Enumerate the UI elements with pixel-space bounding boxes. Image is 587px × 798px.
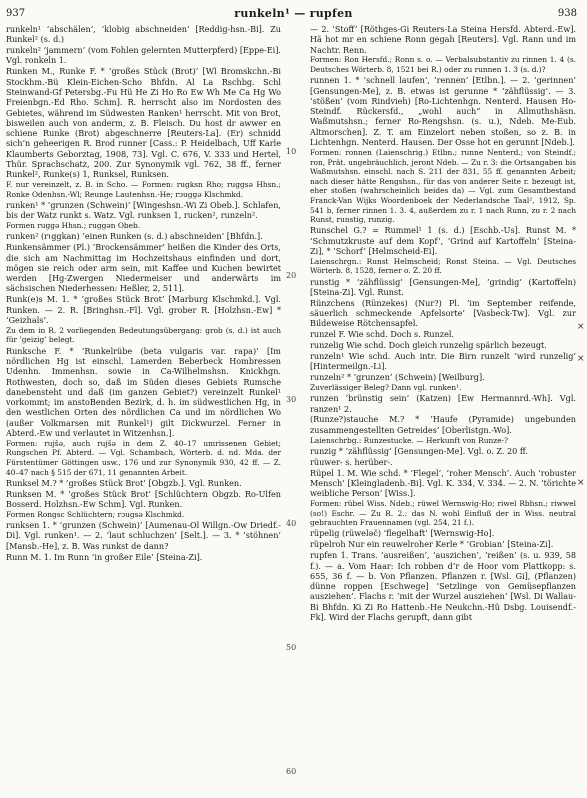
entry-runzelig: runzelig Wie schd. Doch gleich runzelig spärlich bezeugt. (310, 340, 547, 351)
entry-runkeln1: runkeln¹ ’abschälen’, ’klobig abschneiden’ [Reddig-hsn.-Bi]. Zu Runkel² (s. d.) (6, 24, 281, 45)
entry-rupfen: rupfen 1. Trans. ’ausreißen’, ’auszichen’, ’reißen’ (s. u. 939, 58 f.). — a. Vom Haar: Ich robben d’r de Hoor vom Plattkopp: s. 655, 36 f. — b. Von Pflanzen. Pflanzen r. [Wsl. Gi], (Pflanzen) dünne roppen [Eschwege] ’Setzlinge von Gemüsepflanzen ausziehen’. Flachs r. ’mit der Wurzel ausziehen’ [Wsl. Di Wallau-Bi Bhfdn. Ki Zi Ro Hattenb.-He Neukchn.-Hü Dsbg. Louisendf.-Fk]. Wird der Flachs gerupft, dann gibt (310, 550, 576, 623)
entry-runkeln2: runkeln² ’jammern’ (vom Fohlen gelernten Mutterpferd) [Eppe-Ei]. Vgl. ronkeln 1. (6, 45, 281, 66)
entry-runzeln2: runzeln² * ’grunzen’ (Schwein) [Weilburg]. (310, 372, 485, 383)
entry-runzchens: Rünzchens (Rünzekes) (Nur?) Pl. ’im September reifende, säuerlich schmeckende Apfelsorte’ [Vasbeck-Tw]. Vgl. zur Bildeweise Rötchensapfel. (310, 297, 576, 329)
entry-runzeln1: runzeln¹ Wie schd. Auch intr. Die Birn runzelt ’wird runzelig’ [Hintermeilgn.-Li]. (310, 351, 576, 372)
page-header (0, 6, 587, 22)
entry-runst-note: Laienschrgn.: Runst Helmscheid; Ronst Steina. — Vgl. Deutsches Wörterb. 8, 1528, ferner o. Z. 20 ff. (310, 256, 576, 276)
running-head: runkeln¹ — rupfen (234, 7, 353, 20)
line-number: 50 (286, 643, 297, 652)
margin-mark-icon: × (577, 322, 585, 332)
entry-runzeln2-note: Zuverlässiger Beleg? Dann vgl. runken¹. (310, 383, 462, 393)
line-number: 20 (286, 271, 297, 280)
entry-runkes-note: Zu dem in R. 2 vorliegenden Bedeutungsübergang: grob (s. d.) ist auch für ’geizig’ belegt. (6, 325, 281, 345)
entry-runken-noun: Runken M., Runke F. * ’großes Stück (Brot)’ [Wl Bromskchn.-Bi Stockhm.-Bü Klein-Eichen-Scho Bhfdn. Al La Rschbg. Schl Steinwand-Gf Petersbg.-Fu Hü He Zi Ho Ro Ew Wh Me Ca Hg Wo Freienbgn.-Ed Rho. Schm]. R. herrscht also im Nordosten des Gebietes, während im Südwesten Ranken¹ herrscht. Mit von Brot, bisweilen auch von anderm, z. B. Fleisch. Du host dr awwer en schiene Runke (Brot) abgeschnerre [Reuters-La]. (Er) schnidd sich’n geheerigen R. Brod runner [Cass.: P. Heidelbach, Uff Karle Klaumberts Geborztag, 1908, 73]. Vgl. C. 676, V. 333 und Hertel, Thür. Sprachschatz, 200. Zur Synonymik vgl. 762, 38 ff., ferner Runkel², Runke(s) 1, Runksel, Runksen. (6, 66, 281, 180)
entry-runken1-forms: Formen ruggə Hhsn.; ruggən Obeb. (6, 221, 141, 231)
line-number: 10 (286, 147, 297, 156)
entry-runksel: Runksel M.? * ’großes Stück Brot’ [Obgzb.]. Vgl. Runken. (6, 477, 242, 488)
entry-runken1: runken¹ * ’grunzen (Schwein)’ [Wingeshsn.-Wi Zi Obeb.]. Schlafen, bis der Watz runkt s. Watz. Vgl. runksen 1, rucken², runzeln². (6, 200, 281, 221)
left-column (6, 24, 281, 794)
margin-marks (577, 0, 587, 798)
entry-runzel: runzel F. Wie schd. Doch s. Runzel. (310, 329, 455, 340)
entry-rupelroh: rüpelroh Nur ein reuwelroher Kerle * ’Grobian’ [Steina-Zi]. (310, 539, 554, 550)
entry-runksche-forms: Formen: rujšə, auch rujšə in dem Z. 40–17 umrissenen Gebiet; Rungschen Pf. Abterd. — Vgl. Schambach, Wörterb. d. nd. Mda. der Fürstentümer Göttingen usw., 176 und zur Synonymik 930, 42 ff. — Z. 40–47 nach § 515 der 671, 11 genannten Arbeit. (6, 438, 281, 477)
entry-runzestauche: (Runze?)stauche M.? * ’Haufe (Pyramide) ungebunden zusammengestellten Getreides’ [Oberlistgn.-Wo]. (310, 414, 576, 435)
entry-runzig: runzig * ’zähflüssig’ [Gensungen-Me]. Vgl. o. Z. 20 ff. (310, 445, 528, 456)
entry-runnen: runnen 1. * ’schnell laufen’, ’rennen’ [Etlbn.]. — 2. ’gerinnen’ [Gensungen-Me], z. B. etwas ist gerunne * ’zähflüssig’. — 3. ’stößen’ (vom Rindvieh) [Ro-Lichtenhgn. Nenterd. Hausen Ho-Steindf. Rückersfd., „wohl auch“ in Allmuthshäsn. Waßmutshsn.; ferner Ro-Rengshsn. (s. u.), Ndeb. Me-Eub. Altmorschen]. Z. T. am Einzelort neben stoßen, so z. B. in Lichtenhgn. Nenterd. Hausen. Der Osse hot en gerunnt [Ndeb.]. (310, 75, 576, 148)
entry-runn: Runn M. 1. Im Runn ’in großer Eile’ [Steina-Zi]. (6, 551, 203, 562)
entry-runken-forms: F. nur vereinzelt, z. B. in Scho. — Formen: rugksn Rho; ruggsə Hhsn.; Ronke Odenhsn.-Wl; Reunge Lautenhsn.-He; rɔuggə Klschmkd. (6, 180, 281, 199)
line-number-gutter (284, 24, 308, 794)
entry-rupel: Rüpel 1. M. Wie schd. * ’Flegel’, ’roher Mensch’. Auch ’robuster Mensch’ [Kleingladenb.-Bi]. Vgl. K. 334, V. 334. — 2. N. ’törichte weibliche Person’ [Wiss.]. (310, 467, 576, 499)
entry-ruuwer: rüuwer- s. herüber-. (310, 456, 393, 467)
entry-runzestauche-note: Laienschrbg.: Runzestucke. — Herkunft von Runze-? (310, 435, 508, 445)
entry-rupelig: rüpelig (rüweləč) ’flegelhaft’ [Wernswig-Ho]. (310, 528, 495, 539)
page-number-left: 937 (6, 8, 26, 19)
entry-runkes: Runk(e)s M. 1. * ’großes Stück Brot’ [Marburg Klschmkd.]. Vgl. Runken. — 2. R. [Bringhsn.-Fl]. Vgl. grober R. [Holzhsn.-Ew] * ’Geizhals’. (6, 294, 281, 325)
entry-runken2: runken² (rɩggkan) ’einen Runken (s. d.) abschneiden’ [Bhfdn.]. (6, 231, 263, 242)
margin-mark-icon: × (577, 478, 585, 488)
entry-runnen-forms: Formen: ronnen (Laienschrig.) Etlbn.; runne Nenterd.; von Steindf.; ron, Prät. ungebräuchlich, jeront Ndeb. — Zu r. 3: die Ortsangaben bis Waßmutshsn. einschl. nach S. 211 der 831, 55 ff. genannten Arbeit; nach dieser hätte Rengshsn., für das von anderer Seite r. bezeugt ist, eher stoßen (wahrscheinlich beides da) — Vgl. zum Gesamtbestand Franck-Van Wijks Woordenboek der Nederlandsche Taal², 1912, Sp. 541 b, ferner rinnen 1. 3. 4, außerdem zu r. 1 nach Runn, zu r. 2 nach Runst, runstig, runzig. (310, 147, 576, 225)
margin-mark-icon: × (577, 354, 585, 364)
line-number: 40 (286, 519, 297, 528)
entry-runksche: Runksche F. * ’Runkelrübe (beta vulgaris var. rapa)’ [Im nördlichen Hg ist einschl. Lamerden Beberbeck Hombressen Udenhn. Immenhsn. sowie in Ca-Wilhelmshsn. Knickhgn. Rothwesten, doch so, daß im Süden dieses Gebiets Rumsche danebensteht und daß (im ganzen Gebiet?) vereinzelt Runkel¹ vorkommt; im anstoBenden Bezirk, d. h. im südwestlichen Hg, in den westlichen Orten des nördlichen Ca und im nördlichen Wo (außer Volkmarsen mit Runkel¹) gilt Dickwurzel. Ferner in Abterd.-Ew und verlautet in Witzenhsn.]. (6, 345, 281, 438)
entry-runksen-noun: Runksen M. * ’großes Stück Brot’ [Schlüchtern Obgzb. Ro-Ulfen Bosserd. Holzhsn.-Ew Schm]. Vgl. Runken. (6, 488, 281, 510)
entry-runstig: runstig * ’zähflüssig’ [Gensungen-Me], ’grindig’ (Kartoffeln) [Steina-Zi]. Vgl. Runst. (310, 276, 576, 297)
entry-runksen-verb: runksen 1. * ’grunzen (Schwein)’ [Aumenau-Ol Willgn.-Ow Driedf.-Di]. Vgl. runken¹. — 2. ’laut schluchzen’ [Selt.]. — 3. * ’stöhnen’ [Mansb.-He], z. B. Was runkst de dann? (6, 520, 281, 551)
line-number: 30 (286, 395, 297, 404)
entry-runkensammer: Runkensämmer (Pl.) ’Brockensämmer’ heißen die Kinder des Orts, die sich am Nachmittag im Hochzeitshaus einfinden und dort, mögen sie reich oder arm sein, mit Kaffee und Kuchen bewirtet werden [Hg-Zwergen Niedermeiser und anderwärts im sächsischen Niederhessen: Heßler, 2, 511]. (6, 242, 281, 294)
line-number: 60 (286, 767, 297, 776)
entry-runn-forms: Formen: Ron Hersfd.; Ronn s. o. — Verbalsubstantiv zu rinnen 1. 4 (s. Deutsches Wörterb. 8, 1521 bei R.) oder zu runnen 1. 3 (s. d.)? (310, 55, 576, 75)
entry-runksen-forms: Formen Rongsc Schlüchtern; rɔugsə Klschmkd. (6, 509, 185, 519)
entry-runzen: runzen ’brünstig sein’ (Katzen) [Ew Hermannrd.-Wh]. Vgl. ranzen¹ 2. (310, 393, 576, 414)
entry-rupel-forms: Formen: rübel Wiss. Ndeb.; rüwel Wernswig-Ho; riwel Rbhsn.; riwwel (so!) Eschr. — Zu R. 2.: das N. wohl Einfluß der in Wiss. neutral gebrauchten Frauennamen (vgl. 254, 21 f.). (310, 499, 576, 528)
page-number-right: 938 (557, 8, 577, 19)
right-column (310, 24, 576, 794)
entry-runschel-runst: Runschel G.? = Rummel¹ 1 (s. d.) [Eschb.-Us]. Runst M. * ’Schmutzkruste auf dem Kopf’, ’Grind auf Kartoffeln’ [Steina-Zi], * ’Schorf’ [Helmscheid-Ei]. (310, 225, 576, 256)
entry-runn-cont: — 2. ’Stoff’ [Röthges-Gi Reuters-La Steina Hersfd. Abterd.-Ew]. Hä hot mr en schiene Ronn gegah [Reuters]. Vgl. Rann und im Nachtr. Renn. (310, 24, 576, 55)
